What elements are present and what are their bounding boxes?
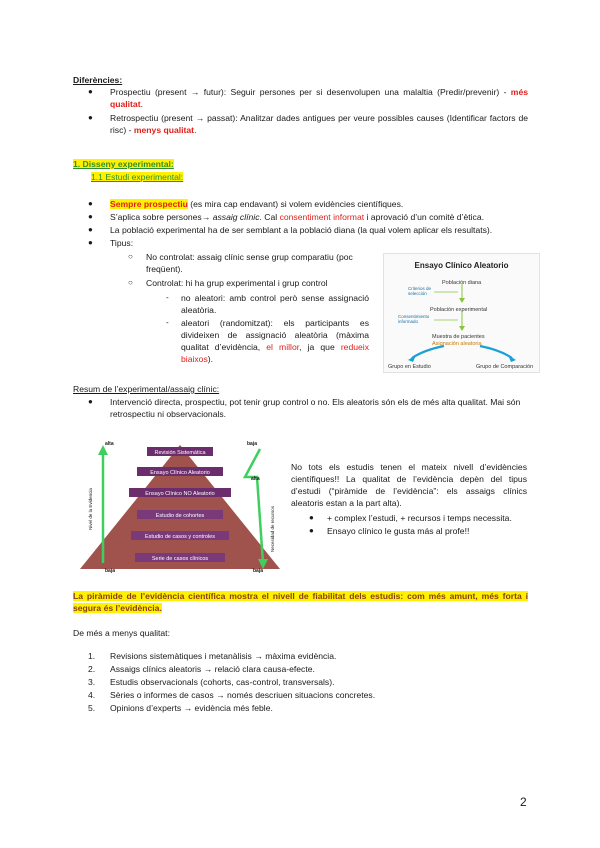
bullet-icon: ● <box>88 113 93 122</box>
ranking-number: 3. <box>88 677 96 687</box>
diagram-grupo-comparacion: Grupo de Comparación <box>476 364 534 370</box>
bullet-icon: ● <box>88 212 93 221</box>
pyramid-level-6 <box>135 553 225 562</box>
ranking-item: Opinions d’experts → evidència més feble. <box>110 703 273 713</box>
prospectiu-item <box>110 86 528 110</box>
highlight-note <box>73 590 528 614</box>
bullet-prospectiu <box>110 198 530 210</box>
diagram-title: Ensayo Clínico Aleatorio <box>414 261 509 270</box>
ranking-title: De més a menys qualitat: <box>73 628 170 638</box>
b2-b: . Cal <box>259 212 280 222</box>
pyramid-left-axis: Nivel de la Evidencia <box>88 488 93 530</box>
b2-c: i aprovació d’un comitè d’ètica. <box>364 212 485 222</box>
ensayo-clinico-diagram <box>383 253 540 373</box>
ranking-item: Sèries o informes de casos → només descriuen situacions concretes. <box>110 690 376 700</box>
section1-title <box>73 158 174 170</box>
pyramid-bottom-right: baja <box>253 568 264 574</box>
dash-bullet-icon: - <box>166 293 169 302</box>
controlat: Controlat: hi ha grup experimental i grup control <box>146 278 328 288</box>
aleatori-a: aleatori (randomitzat): els participants es divideixen de assignació aleatòria (màxima qualitat d’evidència, <box>181 318 369 352</box>
pyramid-bullet-2: Ensayo clínico le gusta más al profe!! <box>327 526 470 536</box>
period: . <box>140 99 143 109</box>
pyramid-bullet-1: + complex l’estudi, + recursos i temps necessita. <box>327 513 512 523</box>
section1-title-text: 1. Disseny experimental: <box>73 159 174 169</box>
level-5-label: Estudio de casos y controles <box>144 534 215 540</box>
pyramid-top-left: alta <box>105 441 114 447</box>
ranking-number: 5. <box>88 703 96 713</box>
bullet-icon: ● <box>88 87 93 96</box>
pyramid-top-right: baja <box>247 441 258 447</box>
ranking-number: 2. <box>88 664 96 674</box>
retrospectiu-text: Retrospectiu (present → passat): Analitzar dades antigues per veure possibles causes (Identificar factors de risc) - <box>110 113 528 135</box>
level-1-label: Revisión Sistemática <box>154 450 206 456</box>
aleatori-b: , ja que <box>299 342 341 352</box>
aleatori <box>181 317 369 365</box>
circle-bullet-icon: ○ <box>128 278 133 287</box>
bullet-persones <box>110 211 530 223</box>
page-number: 2 <box>520 795 527 809</box>
circle-bullet-icon: ○ <box>128 252 133 261</box>
bullet-icon: ● <box>88 397 93 406</box>
diagram-consentimiento: Consentimiento informado <box>398 314 430 324</box>
evidence-pyramid <box>75 437 285 577</box>
bullet-icon: ● <box>88 199 93 208</box>
pyramid-right-axis: Necesidad de recursos <box>270 505 275 553</box>
level-3-label: Ensayo Clínico NO Aleatorio <box>145 491 215 497</box>
prospectiu-text: Prospectiu (present → futur): Seguir persones per si desenvolupen una malaltia (Predir/prevenir) - <box>110 87 507 97</box>
b1-rest: (es mira cap endavant) si volem evidències científiques. <box>187 199 404 209</box>
section1-subtitle-text: 1.1 Estudi experimental: <box>91 172 184 182</box>
no-controlat: No controlat: assaig clínic sense grup comparatiu (poc freqüent). <box>146 252 353 274</box>
bullet-icon: ● <box>309 526 314 535</box>
aleatori-c: ). <box>207 354 214 364</box>
pyramid-level-5 <box>131 531 229 540</box>
bullet-icon: ● <box>88 225 93 234</box>
diagram-criterios: Criterios de selección <box>408 286 432 296</box>
pyramid-level-3 <box>129 488 231 497</box>
level-4-label: Estudio de cohortes <box>155 513 205 519</box>
diferencies-title: Diferències: <box>73 75 123 85</box>
ranking-number: 4. <box>88 690 96 700</box>
ranking-item: Assaigs clínics aleatoris → relació clara causa-efecte. <box>110 664 315 674</box>
ranking-item: Estudis observacionals (cohorts, cas-control, transversals). <box>110 677 335 687</box>
highlight-note-text: La piràmide de l’evidència científica mostra el nivell de fiabilitat dels estudis: com més amunt, més forta i segura és l’evidència. <box>73 591 528 613</box>
sempre-prospectiu: Sempre prospectiu <box>110 199 188 209</box>
bullet-icon: ● <box>88 238 93 247</box>
pyramid-bottom-left: baja <box>105 568 116 574</box>
resum-title: Resum de l’experimental/assaig clínic: <box>73 384 220 394</box>
pyramid-level-1 <box>147 447 213 456</box>
bullet-icon: ● <box>309 513 314 522</box>
diagram-asignacion: Asignación aleatoria <box>432 341 482 347</box>
period: . <box>194 125 197 135</box>
b2-a: S’aplica sobre persones→ <box>110 212 213 222</box>
diagram-grupo-estudio: Grupo en Estudio <box>388 364 431 370</box>
pyramid-paragraph: No tots els estudis tenen el mateix nivell d’evidències científiques!! La qualitat de l’evidència depèn del tipus d’estudi (“piràmide de l’evidència”: els assaigs clínics aleatoris estan a la part alta). <box>291 462 527 508</box>
dash-bullet-icon: - <box>166 318 169 327</box>
el-millor: el millor <box>266 342 300 352</box>
no-aleatori: no aleatori: amb control però sense assignació aleatòria. <box>181 293 369 315</box>
diagram-poblacion-experimental: Población experimental <box>430 307 488 313</box>
pyramid-level-4 <box>137 510 223 519</box>
diagram-poblacion-diana: Población diana <box>442 280 482 286</box>
diagram-muestra: Muestra de pacientes <box>432 334 485 340</box>
ranking-number: 1. <box>88 651 96 661</box>
retrospectiu-item <box>110 112 528 136</box>
assaig-clinic: assaig clínic <box>212 212 260 222</box>
resum-text: Intervenció directa, prospectiu, pot tenir grup control o no. Els aleatoris són els de més alta qualitat. Mai són retrospectiu ni observacionals. <box>110 397 521 419</box>
pyramid-level-2 <box>137 467 223 476</box>
consentiment-informat: consentiment informat <box>279 212 365 222</box>
bullet-tipus: Tipus: <box>110 238 134 248</box>
level-2-label: Ensayo Clínico Aleatorio <box>150 470 210 476</box>
pyramid-mid-right: alta <box>251 476 260 482</box>
section1-subtitle <box>91 171 183 183</box>
ranking-item: Revisions sistemàtiques i metanàlisis → màxima evidència. <box>110 651 337 661</box>
menys-qualitat: menys qualitat <box>133 125 195 135</box>
mes-qualitat: més qualitat <box>110 87 528 109</box>
bullet-poblacio: La població experimental ha de ser semblant a la població diana (la qual volem aplicar els resultats). <box>110 225 493 235</box>
level-6-label: Serie de casos clínicos <box>151 556 209 562</box>
redueix-biaixos: redueix biaixos <box>181 342 369 364</box>
